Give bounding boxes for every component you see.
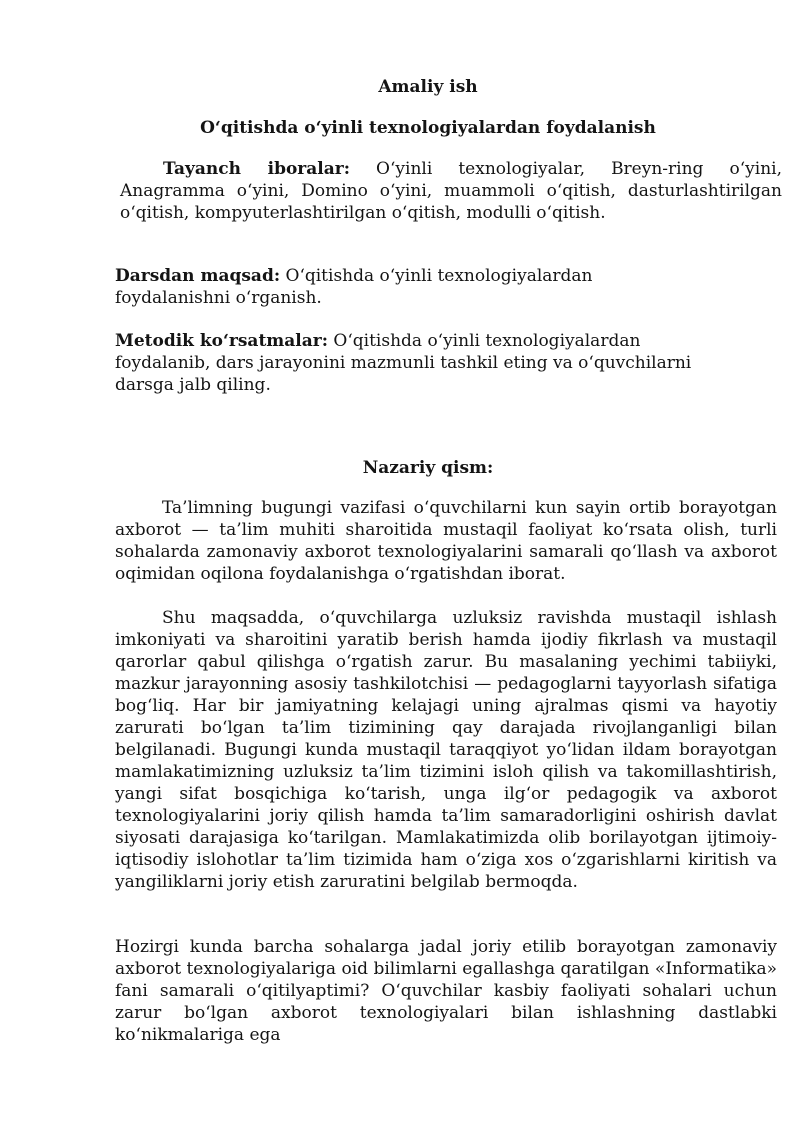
goal-paragraph — [115, 265, 675, 309]
body-paragraph: Ta’limning bugungi vazifasi o‘quvchilarni kun sayin ortib borayotgan axborot — ta’lim muhiti sharoitida mustaqil faoliyat ko‘rsata olish, turli sohalarda zamonaviy axborot texnologiyalarini samarali qo‘llash va axborot oqimidan oqilona foydalanishga o‘rgatishdan iborat. — [115, 498, 777, 584]
document-title: Amaliy ish — [378, 77, 478, 97]
methods-text: O‘qitishda o‘yinli texnologiyalardan foydalanib, dars jarayonini mazmunli tashkil eting va o‘quvchilarni darsga jalb qiling. — [115, 331, 692, 395]
body-paragraph: Shu maqsadda, o‘quvchilarga uzluksiz ravishda mustaqil ishlash imkoniyati va sharoitini yaratib berish hamda ijodiy fikrlash va mustaqil qarorlar qabul qilishga o‘rgatish zarur. Bu masalaning yechimi tabiiyki, mazkur jarayonning asosiy tashkilotchisi — pedagoglarni tayyorlash sifatiga bog‘liq. Har bir jamiyatning kelajagi uning ajralmas qismi va hayotiy zarurati bo‘lgan ta’lim tizimining qay darajada rivojlanganligi bilan belgilanadi. Bugungi kunda mustaqil taraqqiyot yo‘lidan ildam borayotgan mamlakatimizning uzluksiz ta’lim tizimini isloh qilish va takomillashtirish, yangi sifat bosqichiga ko‘tarish, unga ilg‘or pedagogik va axborot texnologiyalarini joriy qilish hamda ta’lim samaradorligini oshirish davlat siyosati darajasiga ko‘tarilgan. Mamlakatimizda olib borilayotgan ijtimoiy-iqtisodiy islohotlar ta’lim tizimida ham o‘ziga xos o‘zgarishlarni kiritish va yangiliklarni joriy etish zaruratini belgilab bermoqda. — [115, 608, 777, 892]
keywords-text: O‘yinli texnologiyalar, Breyn-ring o‘yini, Anagramma o‘yini, Domino o‘yini, muammoli o‘qitish, dasturlashtirilgan o‘qitish, kompyuterlashtirilgan o‘qitish, modulli o‘qitish. — [120, 159, 782, 223]
keywords-label: Tayanch iboralar: — [163, 159, 350, 179]
goal-label: Darsdan maqsad: — [115, 266, 281, 286]
methods-label: Metodik ko‘rsatmalar: — [115, 331, 329, 351]
goal-text: O‘qitishda o‘yinli texnologiyalardan foydalanishni o‘rganish. — [115, 266, 593, 308]
methods-paragraph — [115, 330, 715, 396]
body-paragraph: Hozirgi kunda barcha sohalarga jadal joriy etilib borayotgan zamonaviy axborot texnologiyalariga oid bilimlarni egallashga qaratilgan «Informatika» fani samarali o‘qitilyaptimi? O‘quvchilar kasbiy faoliyati sohalari uchun zarur bo‘lgan axborot texnologiyalari bilan ishlashning dastlabki ko‘nikmalariga ega — [115, 937, 777, 1045]
keywords-paragraph — [120, 158, 782, 224]
document-subtitle: O‘qitishda o‘yinli texnologiyalardan foydalanish — [200, 118, 656, 138]
theory-heading: Nazariy qism: — [362, 458, 494, 478]
